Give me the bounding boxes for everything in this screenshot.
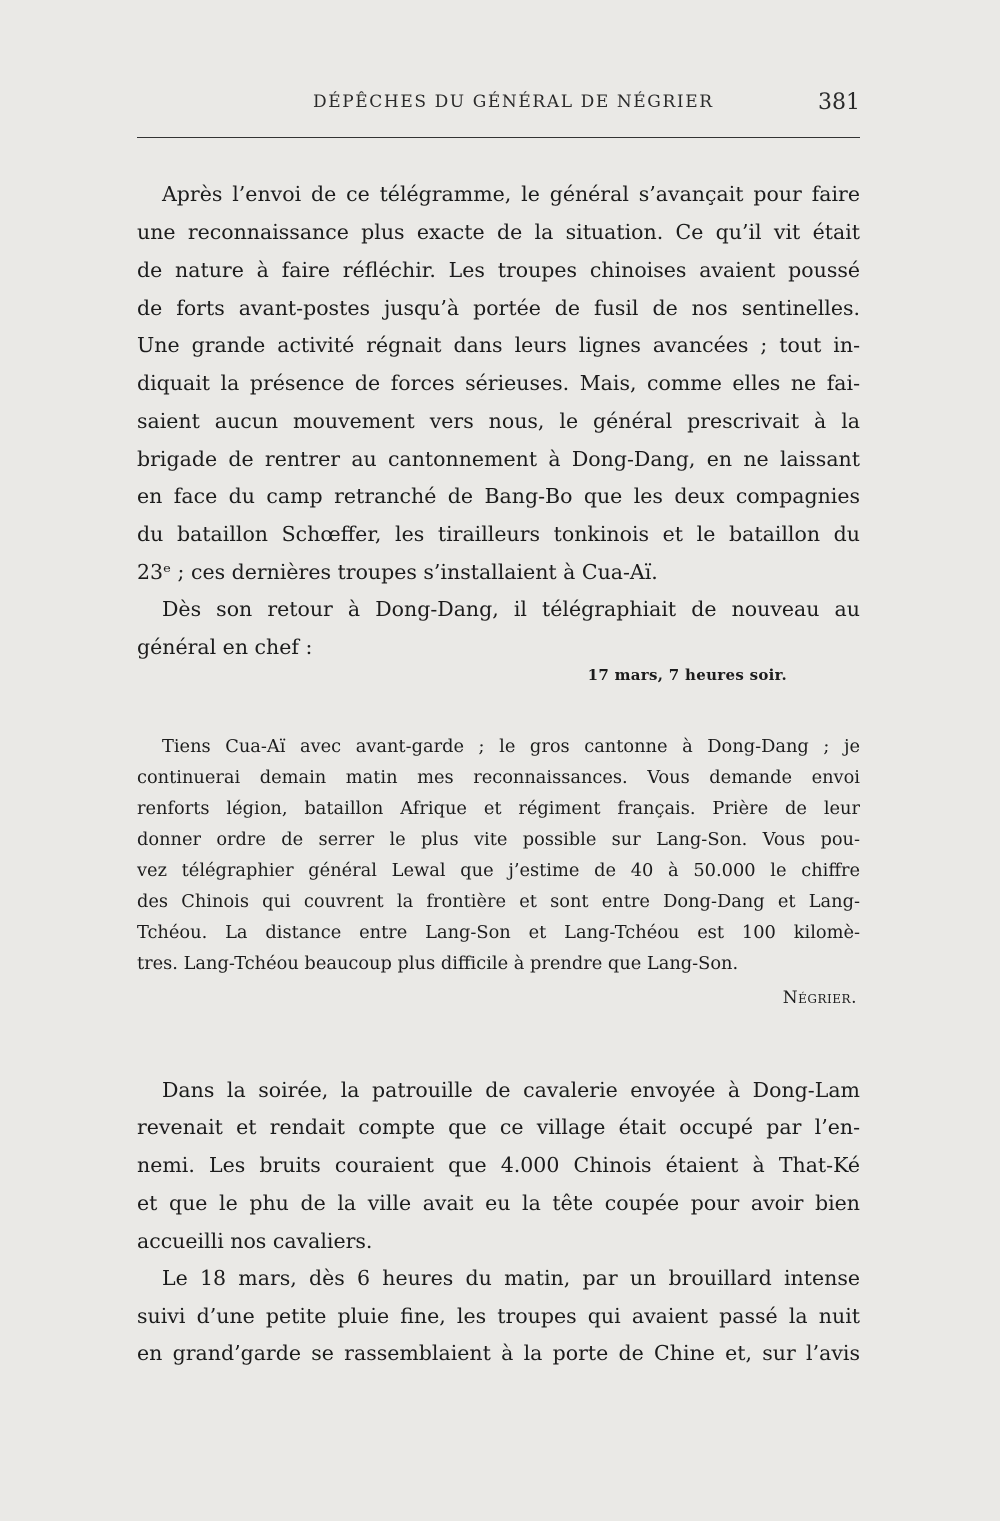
telegram-line: Tchéou. La distance entre Lang-Son et Lang-Tchéou est 100 kilomè- (137, 922, 860, 943)
paragraph-line: et que le phu de la ville avait eu la tête coupée pour avoir bien (137, 1191, 860, 1215)
paragraph-line: suivi d’une petite pluie fine, les troupes qui avaient passé la nuit (137, 1304, 860, 1328)
paragraph-line: Dès son retour à Dong-Dang, il télégraphiait de nouveau au (162, 597, 860, 621)
telegram-line: Tiens Cua-Aï avec avant-garde ; le gros cantonne à Dong-Dang ; je (162, 736, 860, 757)
telegram-dateline: 17 mars, 7 heures soir. (587, 666, 787, 684)
paragraph-line: général en chef : (137, 635, 313, 659)
telegram-line: renforts légion, bataillon Afrique et régiment français. Prière de leur (137, 798, 860, 819)
paragraph-line: une reconnaissance plus exacte de la situation. Ce qu’il vit était (137, 220, 860, 244)
paragraph-line: Une grande activité régnait dans leurs lignes avancées ; tout in- (137, 333, 860, 357)
paragraph-line: saient aucun mouvement vers nous, le général prescrivait à la (137, 409, 860, 433)
page-header (137, 92, 860, 122)
telegram-line: des Chinois qui couvrent la frontière et sont entre Dong-Dang et Lang- (137, 891, 860, 912)
paragraph-line: Après l’envoi de ce télégramme, le général s’avançait pour faire (162, 182, 860, 206)
paragraph-line: de nature à faire réfléchir. Les troupes chinoises avaient poussé (137, 258, 860, 282)
paragraph-line: accueilli nos cavaliers. (137, 1229, 373, 1253)
page-number: 381 (818, 90, 860, 115)
paragraph-line: en face du camp retranché de Bang-Bo que les deux compagnies (137, 484, 860, 508)
paragraph-line: brigade de rentrer au cantonnement à Dong-Dang, en ne laissant (137, 447, 860, 471)
paragraph-line: du bataillon Schœffer, les tirailleurs tonkinois et le bataillon du (137, 522, 860, 546)
telegram-signature: Négrier. (782, 988, 857, 1008)
paragraph-line: en grand’garde se rassemblaient à la porte de Chine et, sur l’avis (137, 1341, 860, 1365)
telegram-line: tres. Lang-Tchéou beaucoup plus difficile à prendre que Lang-Son. (137, 953, 739, 974)
telegram-line: vez télégraphier général Lewal que j’estime de 40 à 50.000 le chiffre (137, 860, 860, 881)
paragraph-line: 23ᵉ ; ces dernières troupes s’installaient à Cua-Aï. (137, 560, 658, 584)
paragraph-line: nemi. Les bruits couraient que 4.000 Chinois étaient à That-Ké (137, 1153, 860, 1177)
paragraph-line: diquait la présence de forces sérieuses. Mais, comme elles ne fai- (137, 371, 860, 395)
paragraph-line: Le 18 mars, dès 6 heures du matin, par un brouillard intense (162, 1266, 860, 1290)
telegram-line: continuerai demain matin mes reconnaissances. Vous demande envoi (137, 767, 860, 788)
header-rule (137, 137, 860, 138)
running-head: DÉPÊCHES DU GÉNÉRAL DE NÉGRIER (313, 92, 714, 112)
paragraph-line: Dans la soirée, la patrouille de cavalerie envoyée à Dong-Lam (162, 1078, 860, 1102)
paragraph-line: revenait et rendait compte que ce village était occupé par l’en- (137, 1115, 860, 1139)
paragraph-line: de forts avant-postes jusqu’à portée de fusil de nos sentinelles. (137, 296, 860, 320)
telegram-line: donner ordre de serrer le plus vite possible sur Lang-Son. Vous pou- (137, 829, 860, 850)
